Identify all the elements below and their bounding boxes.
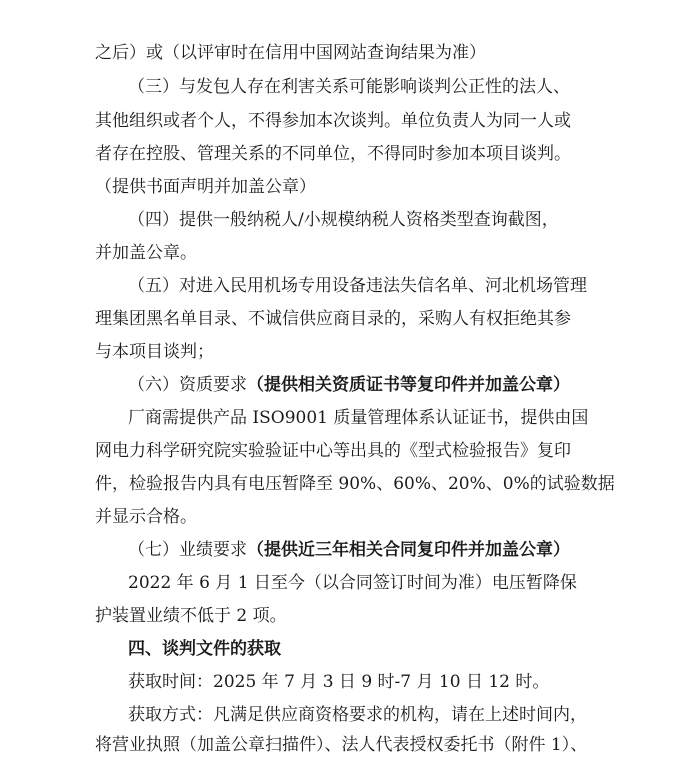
text-line: 厂商需提供产品 ISO9001 质量管理体系认证证书，提供由国 [128, 408, 589, 428]
text-line: 与本项目谈判； [95, 342, 214, 362]
text-line: 之后）或（以评审时在信用中国网站查询结果为准） [95, 43, 486, 63]
text-line: 并显示合格。 [95, 507, 197, 527]
text-line: （三）与发包人存在利害关系可能影响谈判公正性的法人、 [128, 77, 570, 97]
text-line: 2022 年 6 月 1 日至今（以合同签订时间为准）电压暂降保 [128, 573, 577, 593]
text-line: 者存在控股、管理关系的不同单位，不得同时参加本项目谈判。 [95, 144, 571, 164]
bold-note: （提供近三年相关合同复印件并加盖公章） [247, 540, 570, 560]
text-line: （五）对进入民用机场专用设备违法失信名单、河北机场管理 [128, 276, 587, 296]
section-label: （六）资质要求 [128, 375, 247, 395]
section-heading: 四、谈判文件的获取 [128, 639, 281, 659]
text-line: 理集团黑名单目录、不诚信供应商目录的，采购人有权拒绝其参 [95, 309, 571, 329]
section-label: （七）业绩要求 [128, 540, 247, 560]
text-line: （四）提供一般纳税人/小规模纳税人资格类型查询截图， [128, 210, 559, 230]
performance-heading [128, 535, 618, 565]
text-line: 护装置业绩不低于 2 项。 [95, 606, 287, 626]
bold-note: （提供相关资质证书等复印件并加盖公章） [247, 375, 570, 395]
text-line: 网电力科学研究院实验验证中心等出具的《型式检验报告》复印 [95, 441, 571, 461]
text-line: 其他组织或者个人，不得参加本次谈判。单位负责人为同一人或 [95, 111, 571, 131]
text-line: 件，检验报告内具有电压暂降至 90%、60%、20%、0%的试验数据 [95, 474, 615, 494]
text-line: 获取时间：2025 年 7 月 3 日 9 时-7 月 10 日 12 时。 [128, 672, 550, 692]
text-line: 并加盖公章。 [95, 243, 197, 263]
text-line: 获取方式：凡满足供应商资格要求的机构，请在上述时间内， [128, 705, 587, 725]
text-line: 将营业执照（加盖公章扫描件）、法人代表授权委托书（附件 1）、 [95, 735, 588, 755]
qualification-heading [128, 370, 618, 400]
text-line: （提供书面声明并加盖公章） [95, 177, 316, 197]
